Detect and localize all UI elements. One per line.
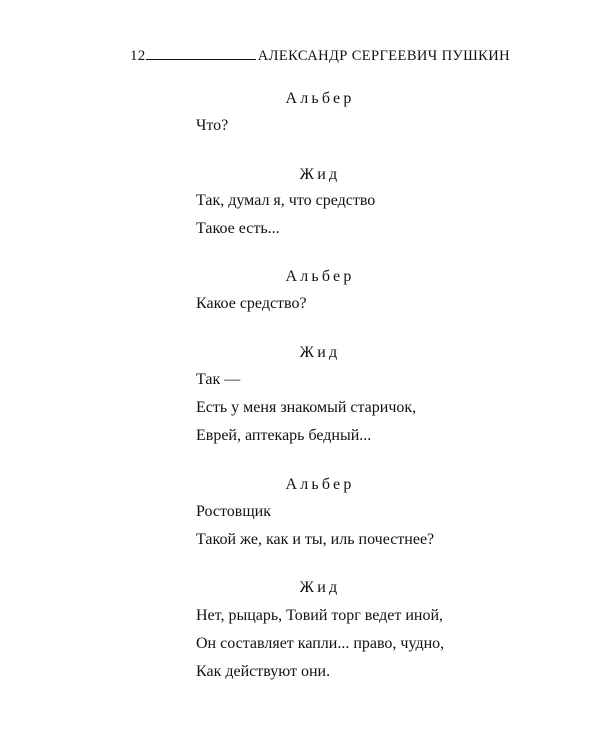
verse-line: Что? <box>196 117 229 134</box>
verse-line: Такое есть... <box>196 220 280 237</box>
speaker-name: Альбер <box>285 90 355 107</box>
verse-line: Он составляет капли... право, чудно, <box>196 635 445 652</box>
verse-line: Нет, рыцарь, Товий торг ведет иной, <box>196 607 444 624</box>
running-title: АЛЕКСАНДР СЕРГЕЕВИЧ ПУШКИН <box>257 48 510 64</box>
verse-line: Так, думал я, что средство <box>196 192 376 209</box>
verse-line: Так — <box>196 371 241 388</box>
verse-line: Есть у меня знакомый старичок, <box>196 399 417 416</box>
verse-line: Какое средство? <box>196 295 307 312</box>
verse-line: Как действуют они. <box>196 663 331 680</box>
speaker-name: Жид <box>299 166 341 183</box>
speaker-name: Жид <box>299 579 341 596</box>
speaker-name: Альбер <box>285 476 355 493</box>
running-head <box>130 48 510 70</box>
speaker-name: Альбер <box>285 268 355 285</box>
verse-line: Еврей, аптекарь бедный... <box>196 427 372 444</box>
header-rule <box>146 49 255 60</box>
speaker-name: Жид <box>299 344 341 361</box>
page-number: 12 <box>130 48 146 64</box>
verse-line: Такой же, как и ты, иль почестнее? <box>196 531 435 548</box>
verse-line: Ростовщик <box>196 503 271 520</box>
